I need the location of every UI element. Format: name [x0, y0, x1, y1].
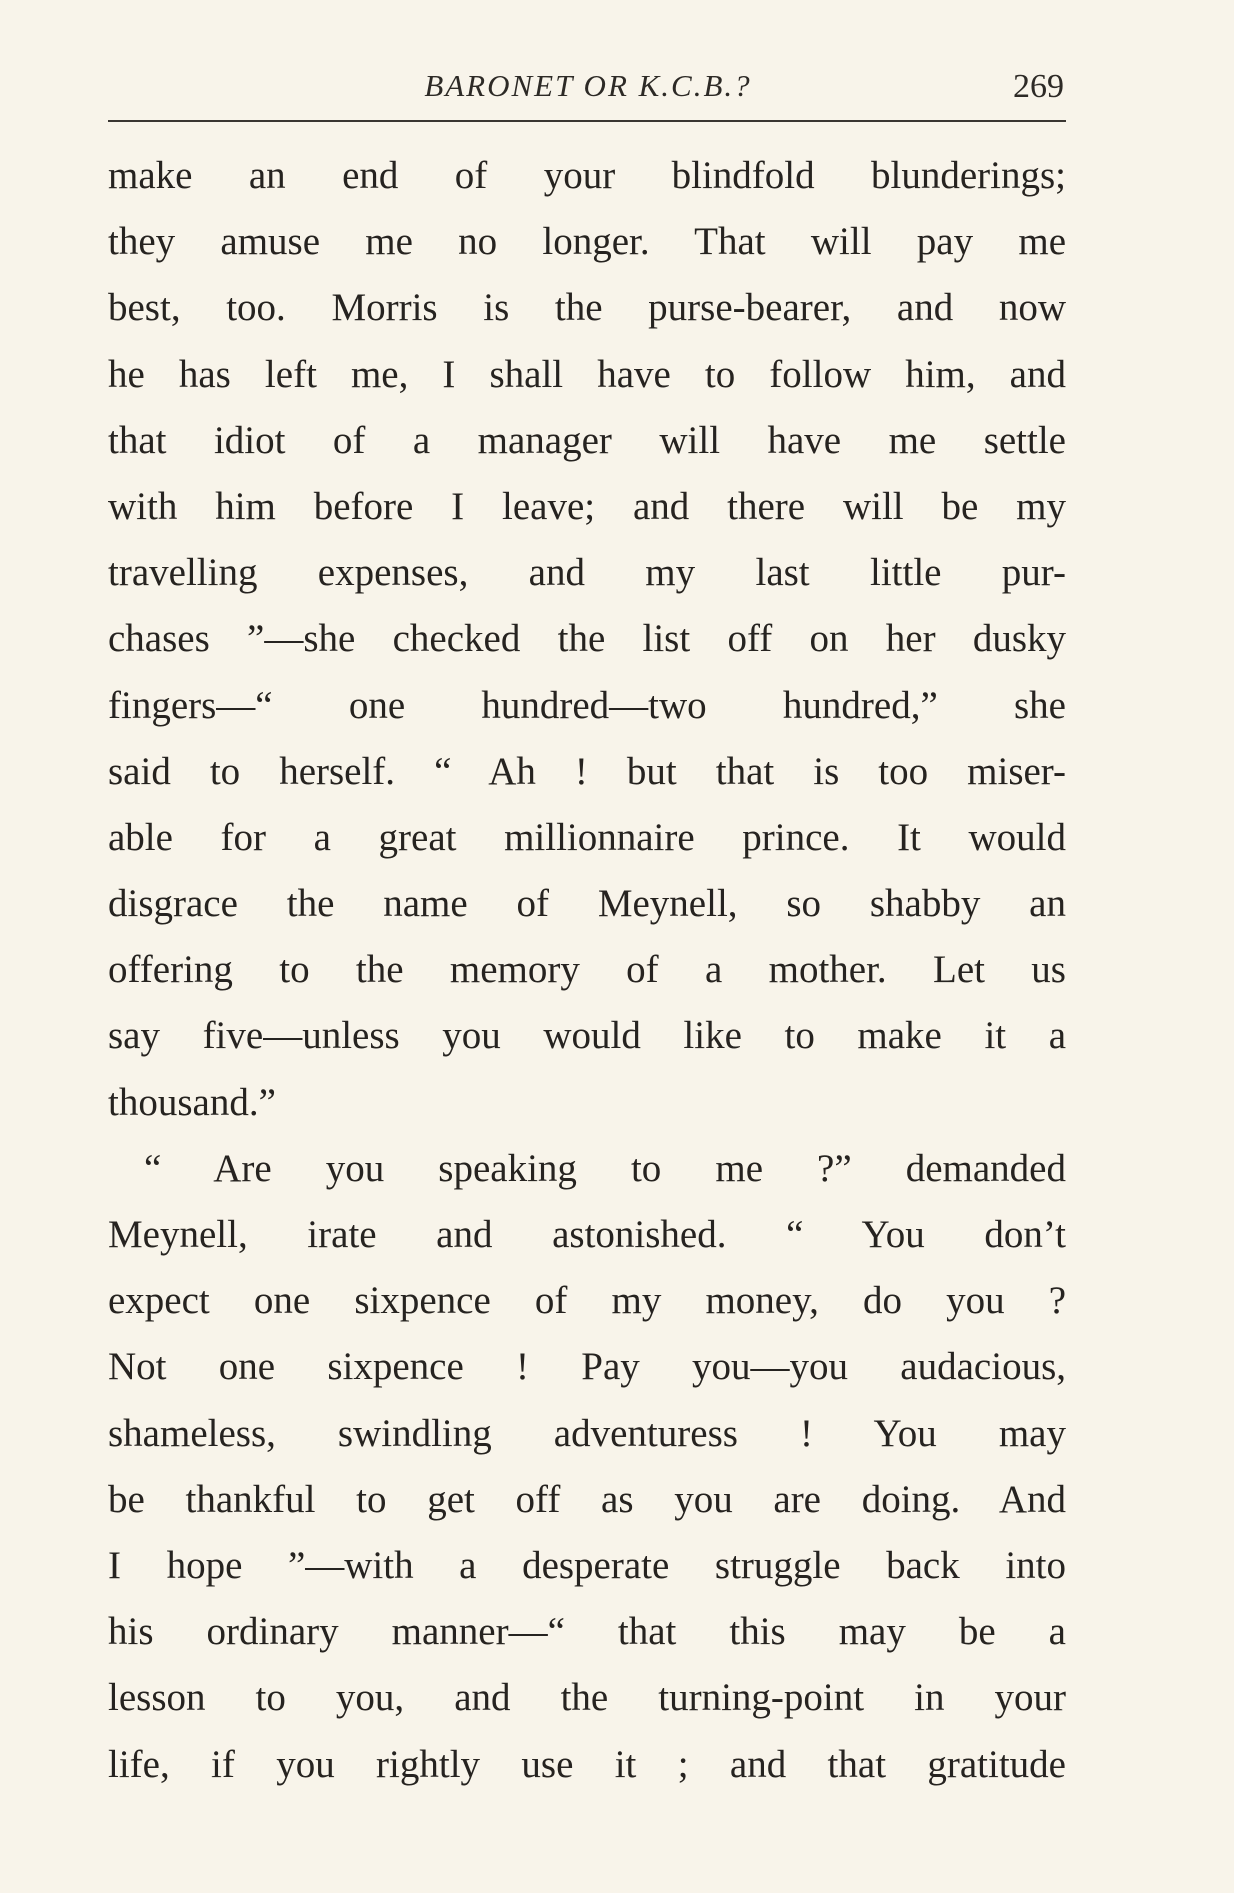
text-line: expect one sixpence of my money, do you ?	[108, 1279, 1066, 1323]
body-text	[108, 143, 1066, 1798]
text-line: that idiot of a manager will have me settle	[108, 418, 1066, 462]
text-line: be thankful to get off as you are doing. And	[108, 1477, 1066, 1521]
text-line: they amuse me no longer. That will pay me	[108, 220, 1066, 264]
text-line: say five—unless you would like to make it a	[108, 1014, 1066, 1058]
text-line: offering to the memory of a mother. Let us	[108, 948, 1066, 992]
header-rule	[108, 120, 1066, 122]
text-line: with him before I leave; and there will be my	[108, 484, 1066, 528]
text-line: said to herself. “ Ah ! but that is too miser-	[108, 749, 1066, 793]
running-head: BARONET OR K.C.B.?	[424, 68, 752, 103]
text-line: chases ”—she checked the list off on her dusky	[108, 617, 1066, 661]
text-line: travelling expenses, and my last little pur-	[108, 551, 1066, 595]
text-line: lesson to you, and the turning-point in your	[108, 1676, 1066, 1720]
text-line: his ordinary manner—“ that this may be a	[108, 1610, 1066, 1654]
paragraph-start-line: “ Are you speaking to me ?” demanded	[144, 1146, 1066, 1190]
text-line: he has left me, I shall have to follow him, and	[108, 352, 1066, 396]
page-number: 269	[1013, 68, 1064, 105]
text-line: disgrace the name of Meynell, so shabby an	[108, 882, 1066, 926]
text-line: I hope ”—with a desperate struggle back into	[108, 1543, 1066, 1587]
text-line: life, if you rightly use it ; and that gratitude	[108, 1742, 1066, 1786]
text-line: Meynell, irate and astonished. “ You don’t	[108, 1213, 1066, 1256]
paragraph-end-line: thousand.”	[108, 1080, 276, 1124]
page-header	[108, 58, 1066, 118]
text-line: fingers—“ one hundred—two hundred,” she	[108, 683, 1066, 727]
text-line: best, too. Morris is the purse-bearer, and now	[108, 286, 1066, 330]
text-line: make an end of your blindfold blunderings;	[108, 154, 1066, 197]
text-line: able for a great millionnaire prince. It would	[108, 815, 1066, 859]
text-line: shameless, swindling adventuress ! You may	[108, 1411, 1066, 1455]
text-line: Not one sixpence ! Pay you—you audacious,	[108, 1345, 1066, 1389]
